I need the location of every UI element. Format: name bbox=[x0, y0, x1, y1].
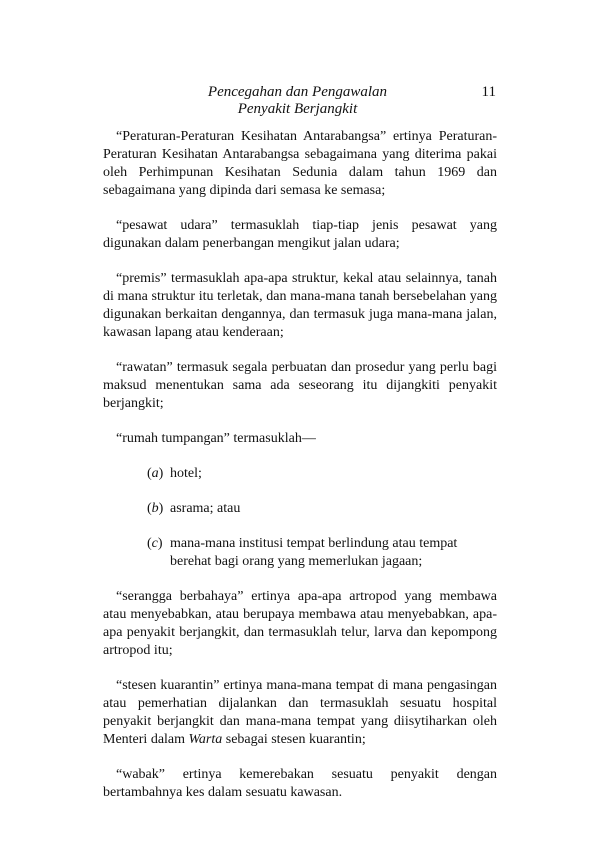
list-item-label: (b) bbox=[147, 501, 164, 516]
running-header bbox=[195, 84, 400, 118]
definition-premis: “premis” termasuklah apa-apa struktur, kekal atau selainnya, tanah di mana struktur itu terletak, dan mana-mana tanah bersebelahan yang digunakan berkaitan dengannya, dan termasuk juga mana-mana jalan, kawasan lapang atau kenderaan; bbox=[103, 271, 497, 340]
document-body bbox=[103, 128, 497, 819]
definition-rawatan: “rawatan” termasuk segala perbuatan dan prosedur yang perlu bagi maksud menentukan sama ada seseorang itu dijangkiti penyakit berjangkit; bbox=[103, 360, 497, 411]
list-item-text: hotel; bbox=[170, 466, 202, 481]
rumah-tumpangan-list bbox=[103, 465, 497, 571]
definition-wabak: “wabak” ertinya kemerebakan sesuatu penyakit dengan bertambahnya kes dalam sesuatu kawasan. bbox=[103, 767, 497, 800]
definition-pesawat-udara: “pesawat udara” termasuklah tiap-tiap jenis pesawat yang digunakan dalam penerbangan mengikut jalan udara; bbox=[103, 218, 497, 251]
warta-italic: Warta bbox=[188, 732, 223, 747]
list-item-text: asrama; atau bbox=[170, 501, 241, 516]
list-item bbox=[103, 500, 497, 518]
definition-serangga-berbahaya: “serangga berbahaya” ertinya apa-apa artropod yang membawa atau menyebabkan, atau berupaya membawa atau menyebabkan, apa-apa penyakit berjangkit, dan termasuklah telur, larva dan kepompong artropod itu; bbox=[103, 589, 497, 658]
header-title-line-2: Penyakit Berjangkit bbox=[237, 101, 358, 117]
list-item bbox=[103, 535, 497, 571]
header-title-line-1: Pencegahan dan Pengawalan bbox=[207, 84, 388, 100]
list-item bbox=[103, 465, 497, 483]
list-item-label: (a) bbox=[147, 466, 164, 481]
list-item-text: mana-mana institusi tempat berlindung atau tempat berehat bagi orang yang memerlukan jagaan; bbox=[170, 536, 458, 569]
page-number: 11 bbox=[481, 84, 496, 100]
definition-stesen-kuarantin: “stesen kuarantin” ertinya mana-mana tempat di mana pengasingan atau pemerhatian dijalankan dan termasuklah sesuatu hospital penyakit berjangkit dan mana-mana tempat yang diisytiharkan oleh Menteri dalam Warta sebagai stesen kuarantin; bbox=[103, 678, 497, 747]
list-item-label: (c) bbox=[147, 536, 163, 551]
definition-peraturan-kesihatan: “Peraturan-Peraturan Kesihatan Antarabangsa” ertinya Peraturan-Peraturan Kesihatan Antarabangsa sebagaimana yang diterima pakai oleh Perhimpunan Kesihatan Sedunia dalam tahun 1969 dan sebagaimana yang dipinda dari semasa ke semasa; bbox=[103, 129, 497, 198]
definition-rumah-tumpangan: “rumah tumpangan” termasuklah— bbox=[116, 431, 316, 446]
